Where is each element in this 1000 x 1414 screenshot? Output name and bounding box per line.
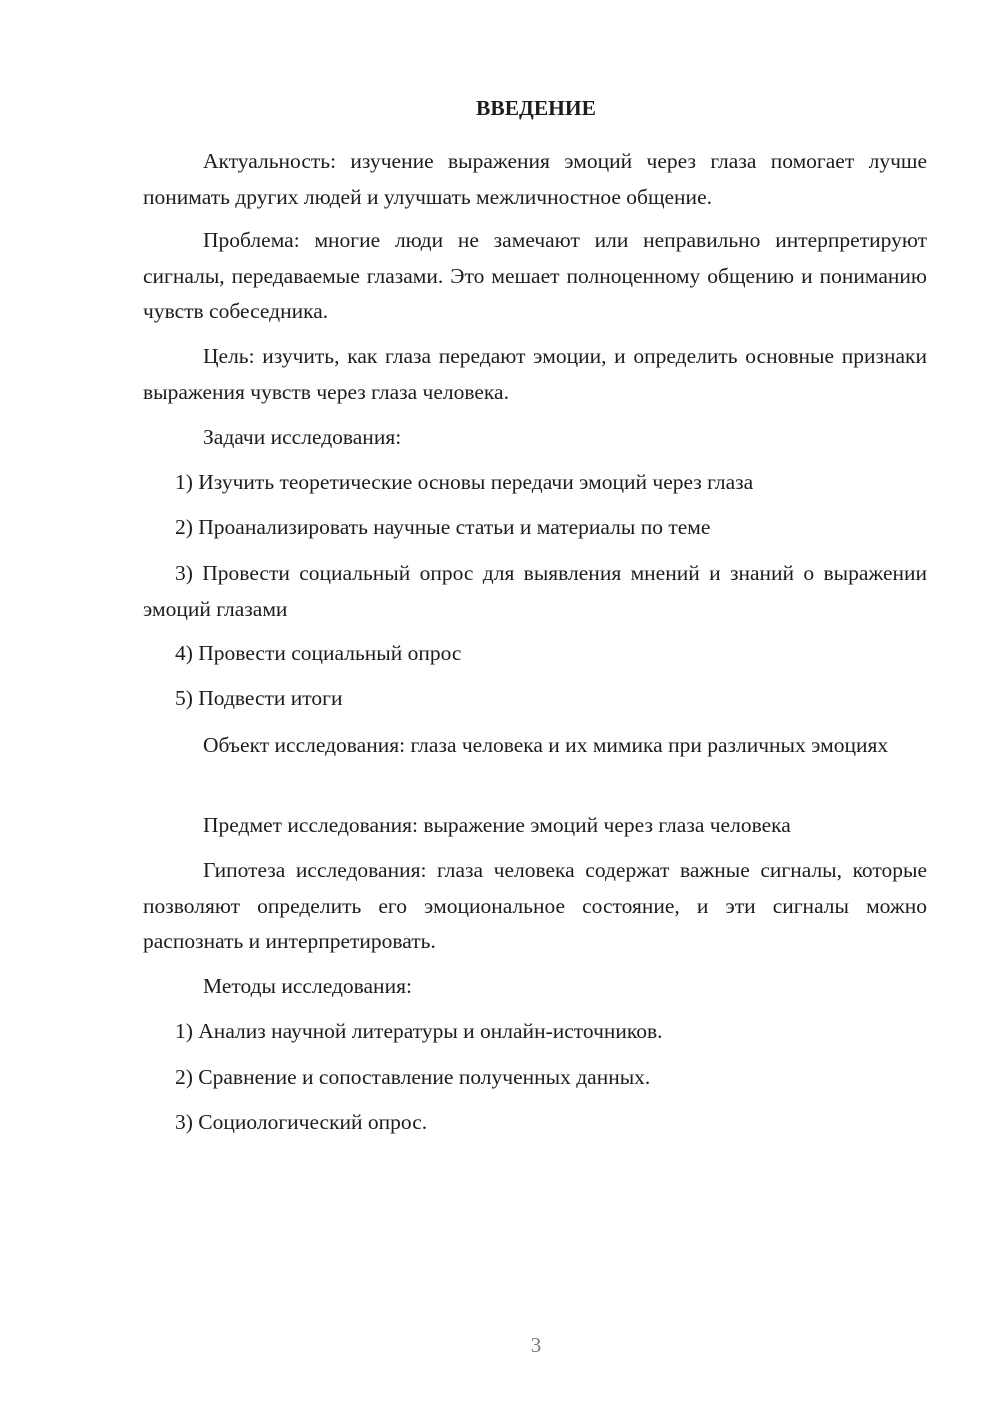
tasks-title: Задачи исследования: [203,425,402,449]
object-paragraph: Объект исследования: глаза человека и их мимика при различных эмоциях [203,733,889,757]
page-number: 3 [530,1333,542,1357]
list-item-task-2: 2) Проанализировать научные статьи и материалы по теме [175,515,711,539]
methods-title: Методы исследования: [203,974,412,998]
list-item-method-3: 3) Социологический опрос. [175,1110,428,1134]
list-item-task-1: 1) Изучить теоретические основы передачи эмоций через глаза [175,470,754,494]
list-item-task-5: 5) Подвести итоги [175,686,343,710]
list-item-task-4: 4) Провести социальный опрос [175,641,462,665]
relevance-paragraph: Актуальность: изучение выражения эмоций через глаза помогает лучше понимать других людей и улучшать межличностное общение. [143,149,927,209]
goal-paragraph: Цель: изучить, как глаза передают эмоции, и определить основные признаки выражения чувств через глаза человека. [143,344,927,404]
subject-paragraph: Предмет исследования: выражение эмоций через глаза человека [203,813,791,837]
problem-paragraph: Проблема: многие люди не замечают или неправильно интерпретируют сигналы, передаваемые глазами. Это мешает полноценному общению и пониманию чувств собеседника. [143,228,927,323]
section-heading: ВВЕДЕНИЕ [476,96,596,120]
hypothesis-paragraph: Гипотеза исследования: глаза человека содержат важные сигналы, которые позволяют определить его эмоциональное состояние, и эти сигналы можно распознать и интерпретировать. [143,858,927,953]
list-item-method-2: 2) Сравнение и сопоставление полученных данных. [175,1065,651,1089]
list-item-method-1: 1) Анализ научной литературы и онлайн-источников. [175,1019,663,1043]
list-item-task-3: 3) Провести социальный опрос для выявления мнений и знаний о выражении эмоций глазами [143,561,927,621]
